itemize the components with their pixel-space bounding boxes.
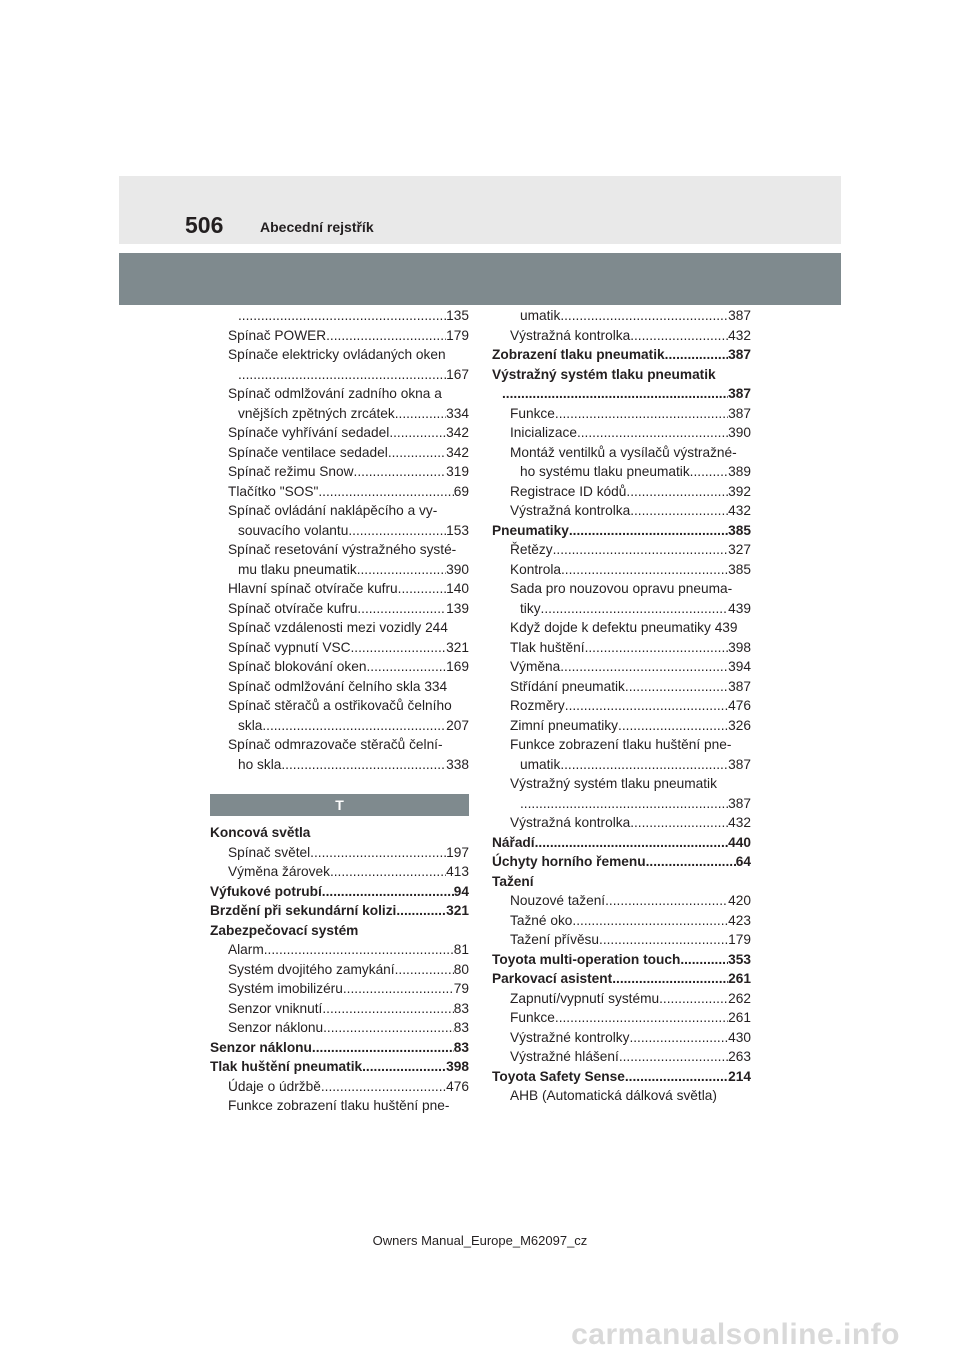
index-entry-label: Tažení přívěsu <box>510 932 600 947</box>
index-entry <box>210 1096 469 1116</box>
index-entry-page: 398 <box>446 1059 469 1074</box>
index-entry-label: Výfukové potrubí <box>210 883 322 899</box>
dot-leader <box>541 599 729 619</box>
index-entry-page: 326 <box>728 717 751 733</box>
index-entry-label: Spínač odmlžování čelního skla <box>228 678 421 694</box>
dot-leader <box>560 306 728 326</box>
index-entry-label: Funkce zobrazení tlaku huštění pne- <box>510 737 732 752</box>
index-entry-page: 387 <box>728 308 751 323</box>
index-entry <box>492 852 751 872</box>
index-entry <box>492 989 751 1009</box>
index-entry <box>492 560 751 580</box>
dot-leader <box>310 843 446 863</box>
index-entry <box>210 560 469 580</box>
index-entry <box>492 618 751 638</box>
index-entry <box>492 872 751 892</box>
index-entry-page: 94 <box>453 883 469 899</box>
dot-leader <box>262 716 446 736</box>
index-entry-page: 140 <box>446 581 469 596</box>
index-entry <box>492 384 751 404</box>
index-entry-page: 167 <box>446 366 469 382</box>
index-entry-label: Spínač stěračů a ostřikovačů čelního <box>228 698 452 713</box>
index-entry-page: 244 <box>425 620 448 635</box>
dot-leader <box>357 599 446 619</box>
index-entry-label: Pneumatiky <box>492 522 569 538</box>
index-entry <box>210 1018 469 1038</box>
index-entry <box>210 326 469 346</box>
index-column-left-top <box>210 306 469 774</box>
index-entry <box>492 755 751 775</box>
index-entry-label: Inicializace <box>510 425 577 440</box>
index-entry <box>210 979 469 999</box>
index-entry <box>210 501 469 521</box>
dot-leader <box>318 482 453 502</box>
index-entry <box>492 1028 751 1048</box>
index-entry-page: 385 <box>728 561 751 577</box>
index-entry <box>210 960 469 980</box>
dot-leader <box>625 677 728 697</box>
index-entry-label: Spínač POWER <box>228 327 327 343</box>
index-entry-page: 423 <box>728 912 751 928</box>
index-entry <box>492 969 751 989</box>
dot-leader <box>560 657 728 677</box>
dot-leader <box>560 755 728 775</box>
index-entry <box>492 579 751 599</box>
index-entry-page: 394 <box>728 659 751 674</box>
index-entry-label: tiky <box>520 600 541 616</box>
header-bar <box>119 253 841 305</box>
index-entry <box>210 882 469 902</box>
index-entry-page: 439 <box>714 620 738 635</box>
index-entry <box>210 345 469 365</box>
index-entry-label: Spínač odmlžování zadního okna a <box>228 386 442 401</box>
index-entry-page: 135 <box>446 308 469 323</box>
index-entry-page: 432 <box>728 815 751 830</box>
index-entry <box>492 657 751 677</box>
dot-leader <box>577 423 728 443</box>
index-entry-label: Tažné oko <box>510 912 573 928</box>
dot-leader <box>396 901 446 921</box>
index-entry <box>492 345 751 365</box>
dot-leader <box>690 462 728 482</box>
index-entry <box>492 404 751 424</box>
dot-leader <box>599 930 728 950</box>
index-entry-label: Spínač vzdálenosti mezi vozidly <box>228 620 422 635</box>
index-entry-page: 389 <box>728 464 751 479</box>
index-entry <box>492 501 751 521</box>
index-entry <box>210 521 469 541</box>
index-entry-label: souvacího volantu <box>238 522 349 538</box>
dot-leader <box>502 384 728 404</box>
index-entry <box>210 735 469 755</box>
dot-leader <box>665 345 729 365</box>
index-entry-page: 338 <box>446 756 469 772</box>
index-entry-page: 398 <box>728 639 751 655</box>
index-entry-label: Tlak huštění pneumatik <box>210 1059 363 1074</box>
index-entry-page: 387 <box>728 756 751 772</box>
index-entry-page: 353 <box>728 951 751 967</box>
index-entry-label: Výměna žárovek <box>228 864 330 879</box>
dot-leader <box>520 794 728 814</box>
dot-leader <box>367 657 447 677</box>
index-entry <box>492 677 751 697</box>
index-entry-page: 80 <box>453 961 469 977</box>
index-entry-label: Výměna <box>510 659 561 674</box>
index-entry <box>210 921 469 941</box>
dot-leader <box>555 404 728 424</box>
index-entry-page: 430 <box>728 1029 751 1045</box>
index-entry-label: mu tlaku pneumatik <box>238 561 357 577</box>
index-entry-label: Systém imobilizéru <box>228 981 343 996</box>
dot-leader <box>281 755 446 775</box>
index-entry <box>210 716 469 736</box>
index-entry-label: Řetězy <box>510 542 553 557</box>
index-entry-page: 387 <box>728 795 751 811</box>
index-entry-label: umatik <box>520 308 561 323</box>
dot-leader <box>680 950 728 970</box>
dot-leader <box>348 521 446 541</box>
index-entry <box>492 1008 751 1028</box>
index-entry-label: Spínač otvírače kufru <box>228 600 358 616</box>
index-entry-page: 179 <box>728 932 751 947</box>
index-entry-label: Funkce <box>510 405 555 421</box>
index-entry-label: Senzor náklonu <box>228 1020 324 1035</box>
index-entry-page: 327 <box>728 542 751 557</box>
index-entry <box>210 1077 469 1097</box>
index-entry-label: Funkce <box>510 1010 555 1025</box>
index-entry <box>492 1067 751 1087</box>
index-entry-label: Tlak huštění <box>510 639 585 655</box>
index-entry-page: 261 <box>728 971 751 986</box>
index-entry <box>210 755 469 775</box>
index-entry-label: Spínač režimu Snow <box>228 464 354 479</box>
index-entry <box>492 1047 751 1067</box>
dot-leader <box>646 852 736 872</box>
index-entry <box>210 999 469 1019</box>
dot-leader <box>357 560 446 580</box>
index-entry-label: Spínač odmrazovače stěračů čelní- <box>228 737 443 752</box>
dot-leader <box>565 696 728 716</box>
index-entry-label: vnějších zpětných zrcátek <box>238 405 395 421</box>
index-entry-page: 387 <box>728 386 751 401</box>
index-entry <box>210 823 469 843</box>
dot-leader <box>585 638 729 658</box>
index-entry-label: Spínač resetování výstražného systé- <box>228 542 457 557</box>
index-entry <box>492 833 751 853</box>
dot-leader <box>323 1018 454 1038</box>
index-entry-label: Výstražné kontrolky <box>510 1029 630 1045</box>
index-entry-label: Spínač světel <box>228 844 311 860</box>
dot-leader <box>561 560 728 580</box>
index-entry <box>492 716 751 736</box>
index-entry <box>210 1057 469 1077</box>
index-entry-label: Tažení <box>492 873 534 889</box>
dot-leader <box>238 306 446 326</box>
index-entry-page: 179 <box>446 327 469 343</box>
index-entry-page: 413 <box>446 864 469 879</box>
index-entry-page: 263 <box>728 1049 751 1064</box>
index-entry-label: Výstražný systém tlaku pneumatik <box>492 366 716 382</box>
dot-leader <box>535 833 729 853</box>
index-entry <box>492 462 751 482</box>
dot-leader <box>630 326 728 346</box>
dot-leader <box>398 579 447 599</box>
dot-leader <box>321 1077 446 1097</box>
index-entry <box>210 404 469 424</box>
index-entry-page: 81 <box>453 942 469 957</box>
letter-heading-t: T <box>210 794 469 816</box>
dot-leader <box>343 979 454 999</box>
index-entry-page: 432 <box>728 503 751 518</box>
page-number: 506 <box>185 212 224 238</box>
section-title: Abecední rejstřík <box>260 219 374 235</box>
index-entry-label: Úchyty horního řemenu <box>492 854 646 869</box>
index-entry-page: 387 <box>728 347 751 362</box>
index-entry-label: Parkovací asistent <box>492 971 613 986</box>
index-entry-page: 321 <box>446 639 469 655</box>
index-entry <box>210 696 469 716</box>
dot-leader <box>630 813 728 833</box>
index-entry <box>210 862 469 882</box>
index-entry-page: 439 <box>728 600 751 616</box>
index-entry-page: 79 <box>453 981 469 996</box>
index-entry-page: 334 <box>446 405 469 421</box>
index-entry-page: 390 <box>446 561 469 577</box>
index-entry-label: Koncová světla <box>210 825 311 840</box>
index-entry <box>210 843 469 863</box>
index-entry <box>492 443 751 463</box>
index-entry-label: Toyota multi-operation touch <box>492 951 681 967</box>
index-entry-page: 342 <box>446 444 469 460</box>
dot-leader <box>659 989 728 1009</box>
index-entry-label: Tlačítko "SOS" <box>228 483 319 499</box>
index-entry-label: Kontrola <box>510 561 561 577</box>
index-entry <box>210 482 469 502</box>
dot-leader <box>605 891 728 911</box>
index-entry <box>492 326 751 346</box>
index-entry-page: 390 <box>728 425 751 440</box>
index-entry-label: Výstražná kontrolka <box>510 327 631 343</box>
dot-leader <box>389 423 446 443</box>
dot-leader <box>572 911 728 931</box>
index-entry-label: Zapnutí/vypnutí systému <box>510 990 660 1006</box>
dot-leader <box>630 501 728 521</box>
index-entry-label: Rozměry <box>510 698 565 713</box>
index-entry-label: ho skla <box>238 756 282 772</box>
index-entry-page: 476 <box>446 1078 469 1094</box>
index-entry-page: 153 <box>446 522 469 538</box>
dot-leader <box>626 482 728 502</box>
index-entry <box>492 365 751 385</box>
index-entry-page: 432 <box>728 327 751 343</box>
index-entry-label: Spínače elektricky ovládaných oken <box>228 347 446 362</box>
dot-leader <box>618 716 728 736</box>
index-entry-label: skla <box>238 717 263 733</box>
index-entry <box>492 813 751 833</box>
index-entry <box>492 774 751 794</box>
index-entry-page: 385 <box>728 522 751 538</box>
index-entry <box>210 540 469 560</box>
index-entry-label: Hlavní spínač otvírače kufru <box>228 581 398 596</box>
dot-leader <box>612 969 728 989</box>
index-entry <box>210 462 469 482</box>
index-entry-page: 440 <box>728 834 751 850</box>
index-entry-label: Zobrazení tlaku pneumatik <box>492 347 665 362</box>
index-entry <box>492 540 751 560</box>
index-entry-page: 319 <box>446 464 469 479</box>
index-entry <box>210 901 469 921</box>
index-entry-label: Registrace ID kódů <box>510 483 627 499</box>
index-entry <box>492 696 751 716</box>
index-entry-label: Alarm <box>228 942 264 957</box>
index-entry <box>492 599 751 619</box>
index-entry-label: Spínače vyhřívání sedadel <box>228 425 390 440</box>
index-entry-page: 476 <box>728 698 751 713</box>
dot-leader <box>354 462 447 482</box>
dot-leader <box>330 862 446 882</box>
index-entry <box>210 657 469 677</box>
index-entry-label: Systém dvojitého zamykání <box>228 961 395 977</box>
index-entry-page: 261 <box>728 1010 751 1025</box>
index-entry <box>492 950 751 970</box>
index-entry-page: 197 <box>446 844 469 860</box>
dot-leader <box>362 1057 446 1077</box>
dot-leader <box>312 1038 454 1058</box>
index-entry-page: 387 <box>728 405 751 421</box>
index-entry <box>492 306 751 326</box>
dot-leader <box>553 540 729 560</box>
index-entry-label: umatik <box>520 756 561 772</box>
index-entry <box>492 911 751 931</box>
index-entry-label: Senzor náklonu <box>210 1039 312 1055</box>
index-entry-label: Funkce zobrazení tlaku huštění pne- <box>228 1098 450 1113</box>
dot-leader <box>625 1067 728 1087</box>
index-entry-label: Výstražná kontrolka <box>510 815 631 830</box>
index-entry <box>492 423 751 443</box>
index-entry-page: 321 <box>446 903 469 918</box>
dot-leader <box>629 1028 728 1048</box>
index-entry-label: Výstražná kontrolka <box>510 503 631 518</box>
dot-leader <box>322 882 454 902</box>
index-entry-label: Střídání pneumatik <box>510 678 625 694</box>
index-entry-label: AHB (Automatická dálková světla) <box>510 1088 717 1103</box>
index-entry-label: Montáž ventilků a vysílačů výstražné- <box>510 444 737 460</box>
index-entry-page: 69 <box>453 483 469 499</box>
index-entry-label: Spínač vypnutí VSC <box>228 639 351 655</box>
index-entry <box>210 940 469 960</box>
index-entry <box>492 1086 751 1106</box>
index-column-left-bottom <box>210 823 469 1116</box>
index-entry-page: 64 <box>735 854 751 869</box>
index-entry-page: 169 <box>446 659 469 674</box>
dot-leader <box>569 521 728 541</box>
index-entry-page: 387 <box>728 678 751 694</box>
index-entry <box>210 579 469 599</box>
index-entry <box>210 365 469 385</box>
watermark: carmanualsonline.info <box>571 1318 900 1351</box>
index-entry <box>492 638 751 658</box>
dot-leader <box>619 1047 728 1067</box>
dot-leader <box>395 960 454 980</box>
index-entry <box>210 306 469 326</box>
footer-text: Owners Manual_Europe_M62097_cz <box>372 1233 588 1248</box>
index-entry <box>492 521 751 541</box>
header-band <box>119 176 841 244</box>
dot-leader <box>388 443 446 463</box>
index-entry-page: 83 <box>453 1020 469 1035</box>
index-entry <box>210 384 469 404</box>
index-entry <box>492 735 751 755</box>
index-entry-label: Brzdění při sekundární kolizi <box>210 903 397 918</box>
index-entry-page: 214 <box>728 1068 751 1084</box>
index-entry-label: Spínač blokování oken <box>228 659 367 674</box>
dot-leader <box>395 404 446 424</box>
index-entry-label: Toyota Safety Sense <box>492 1068 625 1084</box>
index-entry-page: 342 <box>446 425 469 440</box>
index-entry-page: 83 <box>453 1039 469 1055</box>
index-entry <box>492 482 751 502</box>
index-entry-page: 207 <box>446 717 469 733</box>
index-column-right <box>492 306 751 1106</box>
index-entry-label: Zabezpečovací systém <box>210 922 359 938</box>
index-entry <box>210 1038 469 1058</box>
index-entry-page: 334 <box>424 678 448 694</box>
index-entry <box>210 638 469 658</box>
dot-leader <box>351 638 447 658</box>
index-entry-page: 83 <box>453 1000 469 1016</box>
index-entry <box>210 599 469 619</box>
index-entry-label: Spínač ovládání naklápěcího a vy- <box>228 503 438 518</box>
index-entry-label: Zimní pneumatiky <box>510 717 619 733</box>
dot-leader <box>555 1008 728 1028</box>
dot-leader <box>264 940 454 960</box>
index-entry <box>492 930 751 950</box>
index-entry-page: 262 <box>728 990 751 1006</box>
index-entry-label: Když dojde k defektu pneumatiky <box>510 620 711 635</box>
dot-leader <box>238 365 446 385</box>
index-entry-label: Sada pro nouzovou opravu pneuma- <box>510 581 733 596</box>
dot-leader <box>326 326 446 346</box>
dot-leader <box>322 999 453 1019</box>
index-entry-label: ho systému tlaku pneumatik <box>520 464 690 479</box>
index-entry-label: Nářadí <box>492 834 535 850</box>
index-entry-page: 139 <box>446 600 469 616</box>
index-entry-label: Údaje o údržbě <box>228 1078 321 1094</box>
index-entry-label: Výstražný systém tlaku pneumatik <box>510 776 717 791</box>
index-entry <box>210 618 469 638</box>
index-entry-page: 392 <box>728 483 751 499</box>
index-entry <box>492 891 751 911</box>
index-entry <box>210 443 469 463</box>
index-entry-label: Spínače ventilace sedadel <box>228 444 388 460</box>
index-entry-label: Senzor vniknutí <box>228 1000 323 1016</box>
index-entry <box>492 794 751 814</box>
index-entry <box>210 677 469 697</box>
index-entry <box>210 423 469 443</box>
index-entry-label: Výstražné hlášení <box>510 1049 619 1064</box>
index-entry-label: Nouzové tažení <box>510 893 606 908</box>
index-entry-page: 420 <box>728 893 751 908</box>
